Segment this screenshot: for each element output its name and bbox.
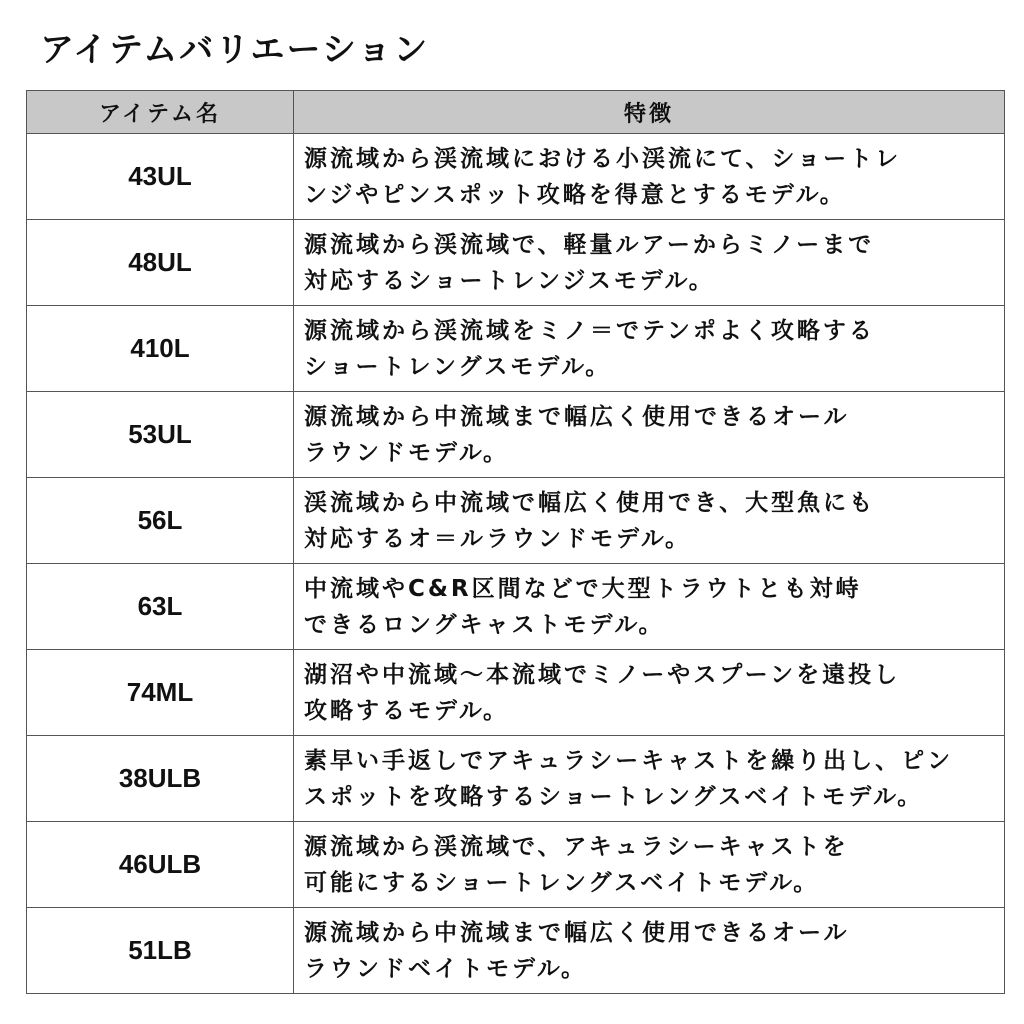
table-row: [27, 650, 1005, 736]
feature-cell: [294, 822, 1005, 908]
feature-line: 対応するショートレンジスモデル。: [304, 267, 715, 294]
item-variation-table: [26, 90, 1005, 994]
item-name-cell: 46ULB: [27, 822, 294, 908]
table-row: [27, 908, 1005, 994]
feature-cell: [294, 736, 1005, 822]
feature-line: 渓流域から中流域で幅広く使用でき、大型魚にも: [304, 489, 876, 516]
table-row: [27, 478, 1005, 564]
item-name-cell: 43UL: [27, 134, 294, 220]
feature-line: 源流域から渓流域で、アキュラシーキャストを: [304, 833, 849, 860]
page-title: アイテムバリエーション: [40, 30, 430, 70]
item-name-cell: 63L: [27, 564, 294, 650]
feature-line: ショートレングスモデル。: [304, 353, 612, 380]
feature-cell: [294, 306, 1005, 392]
feature-line: 源流域から渓流域をミノ＝でテンポよく攻略する: [304, 317, 875, 344]
feature-line: 源流域から中流域まで幅広く使用できるオール: [304, 919, 850, 946]
feature-cell: [294, 220, 1005, 306]
feature-line: ンジやピンスポット攻略を得意とするモデル。: [304, 181, 846, 208]
feature-line: ラウンドベイトモデル。: [304, 955, 588, 982]
feature-line: 可能にするショートレングスベイトモデル。: [304, 869, 820, 896]
feature-line: 源流域から渓流域における小渓流にて、ショートレ: [304, 145, 902, 172]
table-row: [27, 736, 1005, 822]
item-name-column-header: アイテム名: [27, 91, 294, 134]
table-row: [27, 306, 1005, 392]
feature-line: 中流域やC&R区間などで大型トラウトとも対峙: [304, 575, 862, 602]
table-row: [27, 392, 1005, 478]
feature-line: ラウンドモデル。: [304, 439, 510, 466]
table-row: [27, 822, 1005, 908]
feature-line: 素早い手返しでアキュラシーキャストを繰り出し、ピン: [304, 747, 954, 774]
feature-line: 源流域から中流域まで幅広く使用できるオール: [304, 403, 850, 430]
feature-cell: [294, 564, 1005, 650]
table-row: [27, 564, 1005, 650]
feature-line: 対応するオ＝ルラウンドモデル。: [304, 525, 692, 552]
item-name-cell: 56L: [27, 478, 294, 564]
table-header-row: [27, 91, 1005, 134]
item-name-cell: 38ULB: [27, 736, 294, 822]
item-name-cell: 53UL: [27, 392, 294, 478]
feature-cell: [294, 650, 1005, 736]
item-name-cell: 48UL: [27, 220, 294, 306]
feature-line: 攻略するモデル。: [304, 697, 510, 724]
feature-cell: [294, 134, 1005, 220]
item-name-cell: 410L: [27, 306, 294, 392]
feature-line: スポットを攻略するショートレングスベイトモデル。: [304, 783, 924, 810]
feature-column-header: 特徴: [294, 91, 1005, 134]
feature-line: 源流域から渓流域で、軽量ルアーからミノーまで: [304, 231, 875, 258]
table-row: [27, 220, 1005, 306]
feature-line: できるロングキャストモデル。: [304, 611, 665, 638]
feature-cell: [294, 392, 1005, 478]
item-name-cell: 74ML: [27, 650, 294, 736]
feature-cell: [294, 908, 1005, 994]
feature-cell: [294, 478, 1005, 564]
item-name-cell: 51LB: [27, 908, 294, 994]
feature-line: 湖沼や中流域～本流域でミノーやスプーンを遠投し: [304, 661, 901, 688]
table-row: [27, 134, 1005, 220]
